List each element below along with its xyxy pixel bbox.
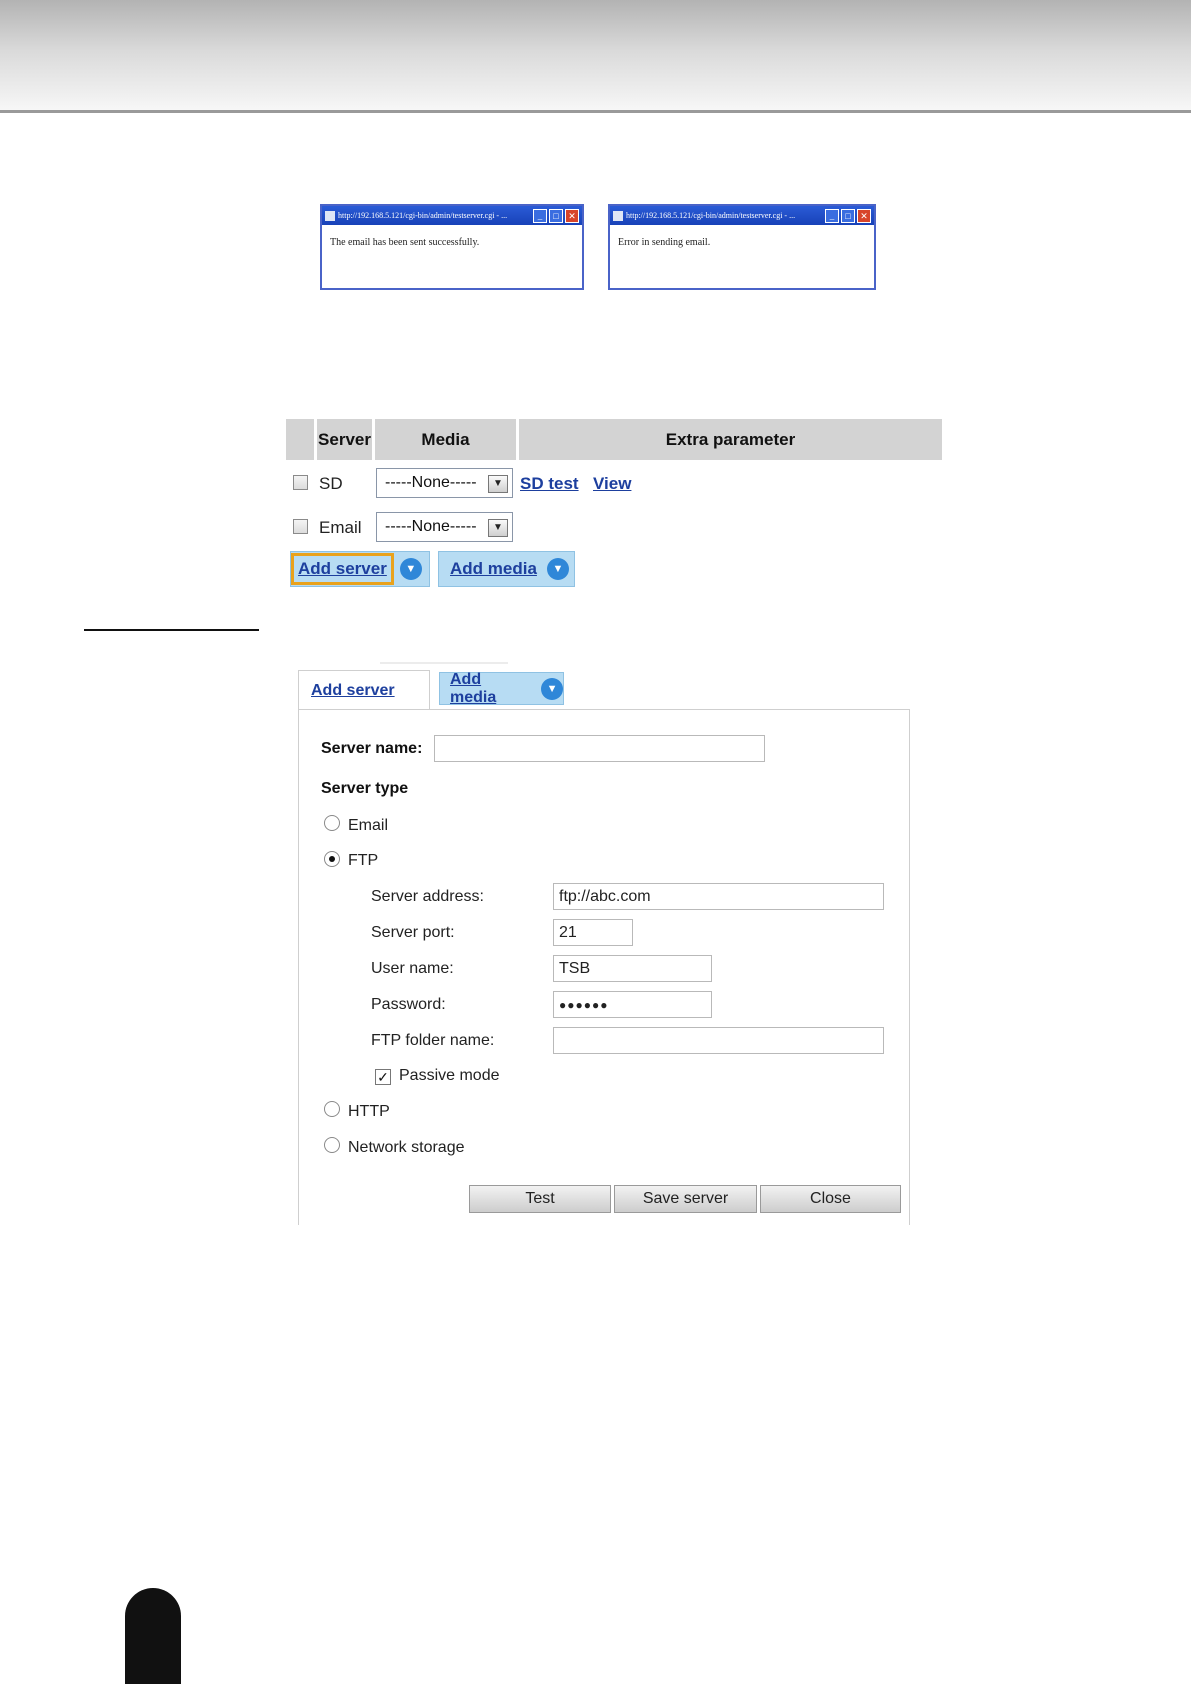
popup-success [320, 204, 584, 290]
page-number-tab [125, 1588, 181, 1684]
server-name-label: Server name: [321, 740, 423, 757]
tab-label: Add media [450, 670, 497, 706]
server-sd-label: SD [319, 474, 343, 493]
chevron-down-icon: ▼ [541, 678, 563, 700]
radio-http-label: HTTP [348, 1103, 390, 1120]
maximize-icon[interactable]: □ [841, 209, 855, 223]
radio-email[interactable] [324, 815, 340, 831]
tab-label: Add server [311, 681, 395, 699]
radio-network-storage[interactable] [324, 1137, 340, 1153]
chevron-down-icon: ▼ [547, 558, 569, 580]
user-name-input[interactable]: TSB [553, 955, 712, 982]
minimize-icon[interactable]: _ [825, 209, 839, 223]
faint-divider [380, 662, 508, 664]
add-media-label: Add media [450, 559, 537, 578]
add-server-button[interactable] [290, 551, 430, 587]
close-button[interactable]: Close [760, 1185, 901, 1213]
server-email-label: Email [319, 518, 362, 537]
popup-title: http://192.168.5.121/cgi-bin/admin/testserver.cgi - ... [338, 211, 508, 220]
chevron-down-icon: ▼ [488, 519, 508, 537]
tab-add-media[interactable] [439, 672, 564, 705]
radio-network-storage-label: Network storage [348, 1139, 465, 1156]
page-icon [613, 211, 623, 221]
save-server-button[interactable]: Save server [614, 1185, 757, 1213]
close-icon[interactable]: ✕ [857, 209, 871, 223]
passive-mode-label: Passive mode [399, 1067, 500, 1084]
password-label: Password: [371, 996, 446, 1013]
radio-email-label: Email [348, 817, 389, 834]
popup-message: Error in sending email. [618, 237, 711, 248]
radio-ftp-label: FTP [348, 852, 379, 869]
select-value: -----None----- [385, 474, 477, 491]
popup-error [608, 204, 876, 290]
popup-title: http://192.168.5.121/cgi-bin/admin/testserver.cgi - ... [626, 211, 796, 220]
popup-titlebar [322, 206, 582, 225]
popup-message: The email has been sent successfully. [330, 237, 480, 248]
radio-http[interactable] [324, 1101, 340, 1117]
email-checkbox[interactable] [293, 519, 308, 534]
ftp-folder-input[interactable] [553, 1027, 884, 1054]
tab-add-server[interactable] [298, 670, 430, 710]
passive-mode-checkbox[interactable]: ✓ [375, 1069, 391, 1085]
password-input[interactable]: ●●●●●● [553, 991, 712, 1018]
minimize-icon[interactable]: _ [533, 209, 547, 223]
server-address-input[interactable]: ftp://abc.com [553, 883, 884, 910]
header-check-cell [286, 419, 314, 460]
section-divider [84, 629, 259, 631]
header-server: Server [317, 419, 372, 460]
test-button[interactable]: Test [469, 1185, 611, 1213]
server-port-input[interactable]: 21 [553, 919, 633, 946]
view-link[interactable]: View [593, 474, 632, 493]
server-name-input[interactable] [434, 735, 765, 762]
maximize-icon[interactable]: □ [549, 209, 563, 223]
header-media: Media [375, 419, 516, 460]
radio-ftp[interactable] [324, 851, 340, 867]
add-server-label: Add server [298, 559, 387, 578]
header-extra-parameter: Extra parameter [519, 419, 942, 460]
server-address-label: Server address: [371, 888, 484, 905]
server-type-label: Server type [321, 780, 409, 797]
user-name-label: User name: [371, 960, 454, 977]
sd-checkbox[interactable] [293, 475, 308, 490]
page-header-band [0, 0, 1191, 110]
sd-test-link[interactable]: SD test [520, 474, 579, 493]
add-media-button[interactable] [438, 551, 575, 587]
page-icon [325, 211, 335, 221]
select-value: -----None----- [385, 518, 477, 535]
sd-media-select[interactable] [376, 468, 513, 498]
popup-titlebar [610, 206, 874, 225]
close-icon[interactable]: ✕ [565, 209, 579, 223]
chevron-down-icon: ▼ [488, 475, 508, 493]
email-media-select[interactable] [376, 512, 513, 542]
server-port-label: Server port: [371, 924, 455, 941]
chevron-down-icon: ▼ [400, 558, 422, 580]
header-rule [0, 110, 1191, 113]
ftp-folder-label: FTP folder name: [371, 1032, 495, 1049]
